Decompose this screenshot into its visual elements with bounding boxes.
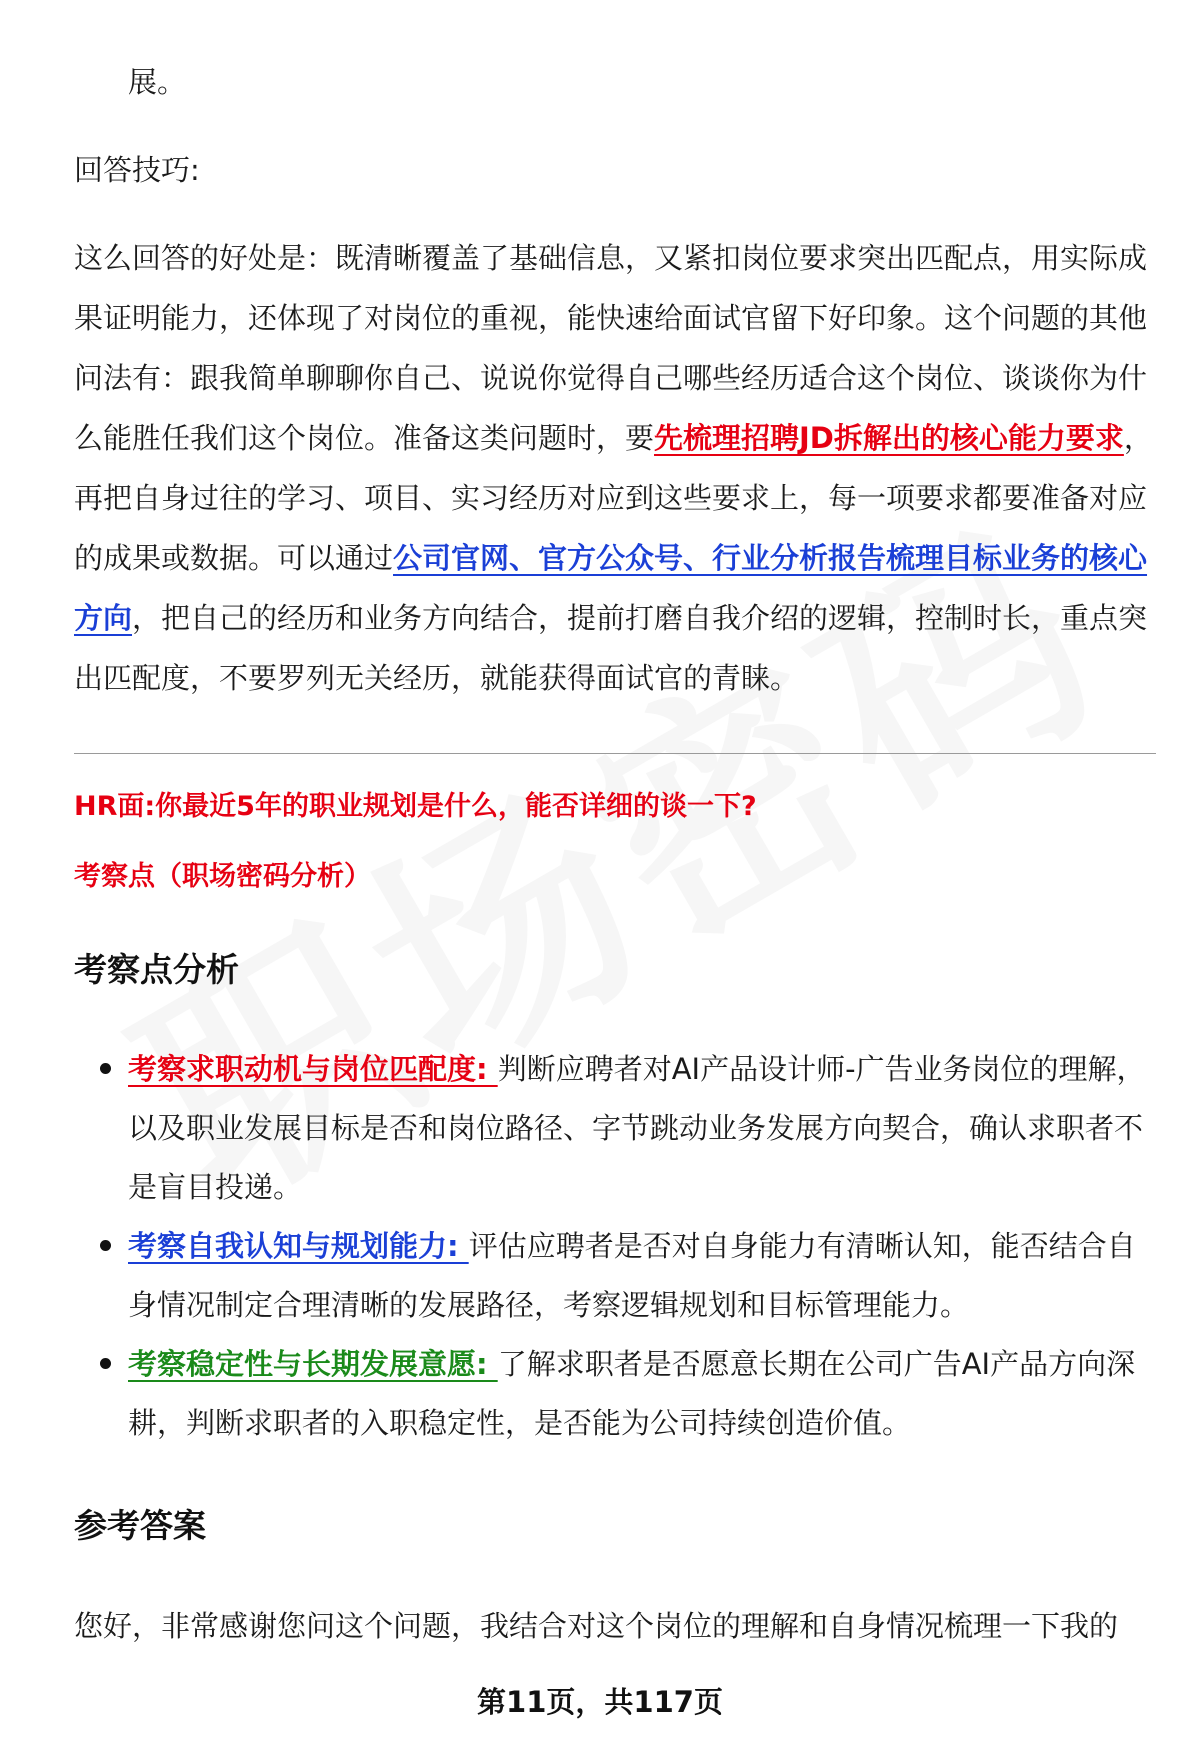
analysis-list <box>74 1040 1156 1453</box>
answer-paragraph: 您好，非常感谢您问这个问题，我结合对这个岗位的理解和自身情况梳理一下我的 <box>74 1609 1119 1643</box>
bullet-dot <box>100 1358 111 1369</box>
tips-text-3: ，把自己的经历和业务方向结合，提前打磨自我介绍的逻辑，控制时长，重点突出匹配度，不要罗列无关经历，就能获得面试官的青睐。 <box>74 601 1148 695</box>
bullet-dot <box>100 1240 111 1251</box>
list-item <box>74 1217 1156 1335</box>
highlight-red-jd: 先梳理招聘JD拆解出的核心能力要求 <box>654 421 1124 455</box>
bullet-dot <box>100 1063 111 1074</box>
list-item <box>74 1040 1156 1217</box>
highlight-blue-sources: 公司官网、官方公众号、行业分析报告梳理目标业务的核心方向 <box>74 541 1148 635</box>
tips-text-1: 这么回答的好处是：既清晰覆盖了基础信息，又紧扣岗位要求突出匹配点，用实际成果证明能力，还体现了对岗位的重视，能快速给面试官留下好印象。这个问题的其他问法有：跟我简单聊聊你自己、说说你觉得自己哪些经历适合这个岗位、谈谈你为什么能胜任我们这个岗位。准备这类问题时，要 <box>74 241 1148 455</box>
bullet-text: 判断应聘者对AI产品设计师-广告业务岗位的理解，以及职业发展目标是否和岗位路径、字节跳动业务发展方向契合，确认求职者不是盲目投递。 <box>128 1052 1146 1204</box>
bullet-label: 考察求职动机与岗位匹配度: <box>128 1052 498 1086</box>
bullet-label: 考察稳定性与长期发展意愿: <box>128 1347 498 1381</box>
paragraph-tail: 展。 <box>128 65 187 99</box>
bullet-text: 评估应聘者是否对自身能力有清晰认知，能否结合自身情况制定合理清晰的发展路径，考察逻辑规划和目标管理能力。 <box>128 1229 1136 1322</box>
question-subtitle: 考察点（职场密码分析） <box>74 861 371 892</box>
list-item <box>74 1335 1156 1453</box>
question-title: HR面:你最近5年的职业规划是什么，能否详细的谈一下? <box>74 791 757 822</box>
analysis-heading: 考察点分析 <box>74 950 239 989</box>
section-divider <box>74 753 1156 754</box>
tips-paragraph <box>74 228 1154 708</box>
answer-heading: 参考答案 <box>74 1506 206 1545</box>
bullet-text: 了解求职者是否愿意长期在公司广告AI产品方向深耕，判断求职者的入职稳定性，是否能为公司持续创造价值。 <box>128 1347 1136 1440</box>
answer-tips-label: 回答技巧: <box>74 153 200 187</box>
page-number-footer: 第11页，共117页 <box>477 1685 723 1719</box>
bullet-label: 考察自我认知与规划能力: <box>128 1229 469 1263</box>
tips-text-2: ，再把自身过往的学习、项目、实习经历对应到这些要求上，每一项要求都要准备对应的成果或数据。可以通过 <box>74 421 1153 575</box>
